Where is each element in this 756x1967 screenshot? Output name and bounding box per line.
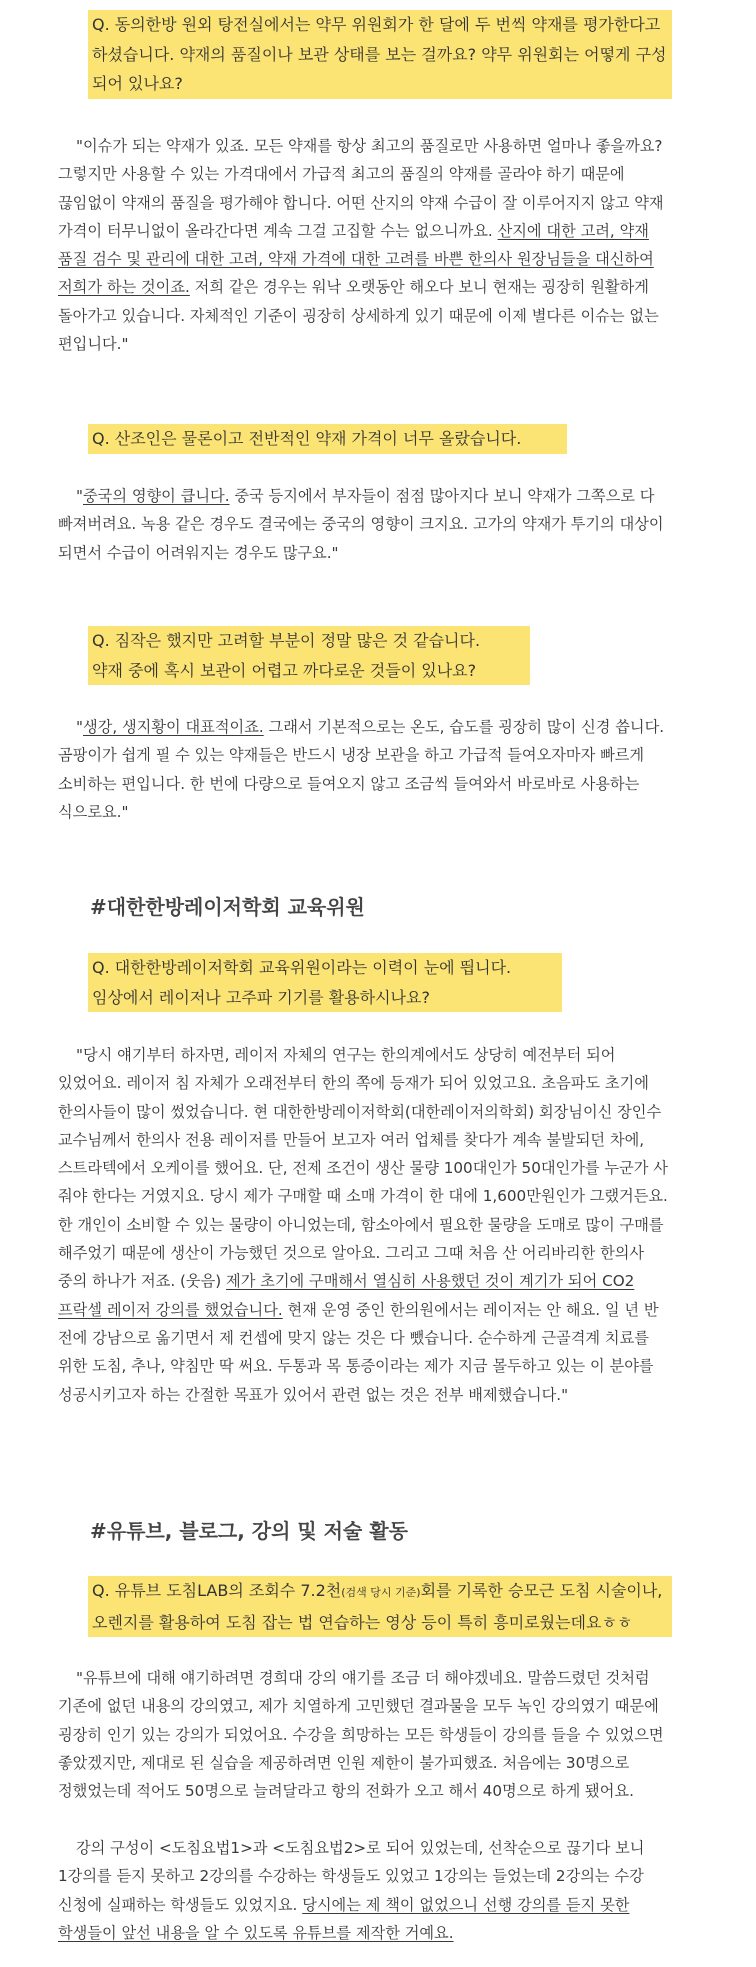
section-heading-youtube: #유튜브, 블로그, 강의 및 저술 활동 [90,1519,408,1543]
question-line: 임상에서 레이저나 고주파 기기를 활용하시나요? [88,983,562,1013]
answer-emphasis: 당시에는 제 책이 없었으니 선행 강의를 듣지 못한 학생들이 앞선 내용을 알 수 있도록 유튜브를 제작한 거예요. [58,1895,630,1942]
question-line: Q. 동의한방 원외 탕전실에서는 약무 위원회가 한 달에 두 번씩 약재를 평가한다고 [88,10,672,40]
answer-emphasis: 산지에 대한 고려, 약재 품질 검수 및 관리에 대한 고려, 약재 가격에 대한 고려를 바쁜 한의사 원장님들을 대신하여 저희가 하는 것이죠. [58,221,654,297]
answer-emphasis: 중국의 영향이 큽니다. [83,487,230,505]
question-line: Q. 짐작은 했지만 고려할 부분이 정말 많은 것 같습니다. [88,626,530,656]
question-3 [88,626,530,685]
section-heading-laser: #대한한방레이저학회 교육위원 [90,895,365,919]
answer-5b: 강의 구성이 <도침요법1>과 <도침요법2>로 되어 있었는데, 선착순으로 끊기다 보니 1강의를 듣지 못하고 2강의를 수강하는 학생들도 있었고 1강의는 들었는데 2강의는 수강 신청에 실패하는 학생들도 있었지요. 당시에는 제 책이 없었으니 선행 강의를 듣지 못한 학생들이 앞선 내용을 알 수 있도록 유튜브를 제작한 거예요. [58,1839,645,1942]
answer-4: "당시 얘기부터 하자면, 레이저 자체의 연구는 한의계에서도 상당히 예전부터 되어 있었어요. 레이저 침 자체가 오래전부터 한의 쪽에 등재가 되어 있었고요. 초음파도 초기에 한의사들이 많이 썼었습니다. 현 대한한방레이저학회(대한레이저의학회) 회장님이신 장인수 교수님께서 한의사 전용 레이저를 만들어 보고자 여러 업체를 찾다가 계속 불발되던 차에, 스트라텍에서 오케이를 했어요. 단, 전제 조건이 생산 물량 100대인가 50대인가를 누군가 사 줘야 한다는 거였지요. 당시 제가 구매할 때 소매 가격이 한 대에 1,600만원인가 그랬거든요. 한 개인이 소비할 수 있는 물량이 아니었는데, 함소아에서 필요한 물량을 도매로 많이 구매를 해주었기 때문에 생산이 가능했던 것으로 알아요. 그리고 그때 처음 산 어리바리한 한의사 중의 하나가 저죠. (웃음) 제가 초기에 구매해서 열심히 사용했던 것이 계기가 되어 CO2 프락셀 레이저 강의를 했었습니다. 현재 운영 중인 한의원에서는 레이저는 안 해요. 일 년 반 전에 강남으로 옮기면서 제 컨셉에 맞지 않는 것은 다 뺐습니다. 순수하게 근골격계 치료를 위한 도침, 추나, 약침만 딱 써요. 두통과 목 통증이라는 제가 지금 몰두하고 있는 이 분야를 성공시키고자 하는 간절한 목표가 있어서 관련 없는 것은 전부 배제했습니다." [58,1046,668,1404]
answer-emphasis: 제가 초기에 구매해서 열심히 사용했던 것이 계기가 되어 CO2 프락셀 레이저 강의를 했었습니다. [58,1272,635,1319]
answer-1: "이슈가 되는 약재가 있죠. 모든 약재를 항상 최고의 품질로만 사용하면 얼마나 좋을까요? 그렇지만 사용할 수 있는 가격대에서 가급적 최고의 품질의 약재를 골라야 하기 때문에 끊임없이 약재의 품질을 평가해야 합니다. 어떤 산지의 약재 수급이 잘 이루어지지 않고 약재 가격이 터무니없이 올라간다면 계속 그걸 고집할 수는 없으니까요. 산지에 대한 고려, 약재 품질 검수 및 관리에 대한 고려, 약재 가격에 대한 고려를 바쁜 한의사 원장님들을 대신하여 저희가 하는 것이죠. 저희 같은 경우는 워낙 오랫동안 해오다 보니 현재는 굉장히 원활하게 돌아가고 있습니다. 자체적인 기준이 굉장히 상세하게 있기 때문에 이제 별다른 이슈는 없는 편입니다." [58,137,664,354]
answer-emphasis: 생강, 생지황이 대표적이죠. [83,718,264,736]
question-line: 약재 중에 혹시 보관이 어렵고 까다로운 것들이 있나요? [88,656,530,686]
question-line: 되어 있나요? [88,69,672,99]
question-line: Q. 유튜브 도침LAB의 조회수 7.2천(검색 당시 기준)회를 기록한 승모근 도침 시술이나, [88,1576,672,1608]
question-line: Q. 대한한방레이저학회 교육위원이라는 이력이 눈에 띕니다. [88,953,562,983]
question-line: 오렌지를 활용하여 도침 잡는 법 연습하는 영상 등이 특히 흥미로웠는데요ㅎㅎ [88,1608,672,1638]
answer-3: "생강, 생지황이 대표적이죠. 그래서 기본적으로는 온도, 습도를 굉장히 많이 신경 씁니다. 곰팡이가 쉽게 필 수 있는 약재들은 반드시 냉장 보관을 하고 가급적 들여오자마자 빠르게 소비하는 편입니다. 한 번에 다량으로 들여오지 않고 조금씩 들여와서 바로바로 사용하는 식으로요." [58,718,665,821]
question-5 [88,1576,672,1637]
answer-5: "유튜브에 대해 얘기하려면 경희대 강의 얘기를 조금 더 해야겠네요. 말씀드렸던 것처럼 기존에 없던 내용의 강의였고, 제가 치열하게 고민했던 결과물을 모두 녹인 강의였기 때문에 굉장히 인기 있는 강의가 되었어요. 수강을 희망하는 모든 학생들이 강의를 들을 수 있었으면 좋았겠지만, 제대로 된 실습을 제공하려면 인원 제한이 불가피했죠. 처음에는 30명으로 정했었는데 적어도 50명으로 늘려달라고 항의 전화가 오고 해서 40명으로 하게 됐어요. [58,1669,664,1801]
question-4 [88,953,562,1012]
question-line: 하셨습니다. 약재의 품질이나 보관 상태를 보는 걸까요? 약무 위원회는 어떻게 구성 [88,40,672,70]
answer-2: "중국의 영향이 큽니다. 중국 등지에서 부자들이 점점 많아지다 보니 약재가 그쪽으로 다 빠져버려요. 녹용 같은 경우도 결국에는 중국의 영향이 크지요. 고가의 약재가 투기의 대상이 되면서 수급이 어려워지는 경우도 많구요." [58,487,664,562]
question-line: Q. 산조인은 물론이고 전반적인 약재 가격이 너무 올랐습니다. [88,424,567,454]
question-1 [88,10,672,99]
question-2 [88,424,567,454]
